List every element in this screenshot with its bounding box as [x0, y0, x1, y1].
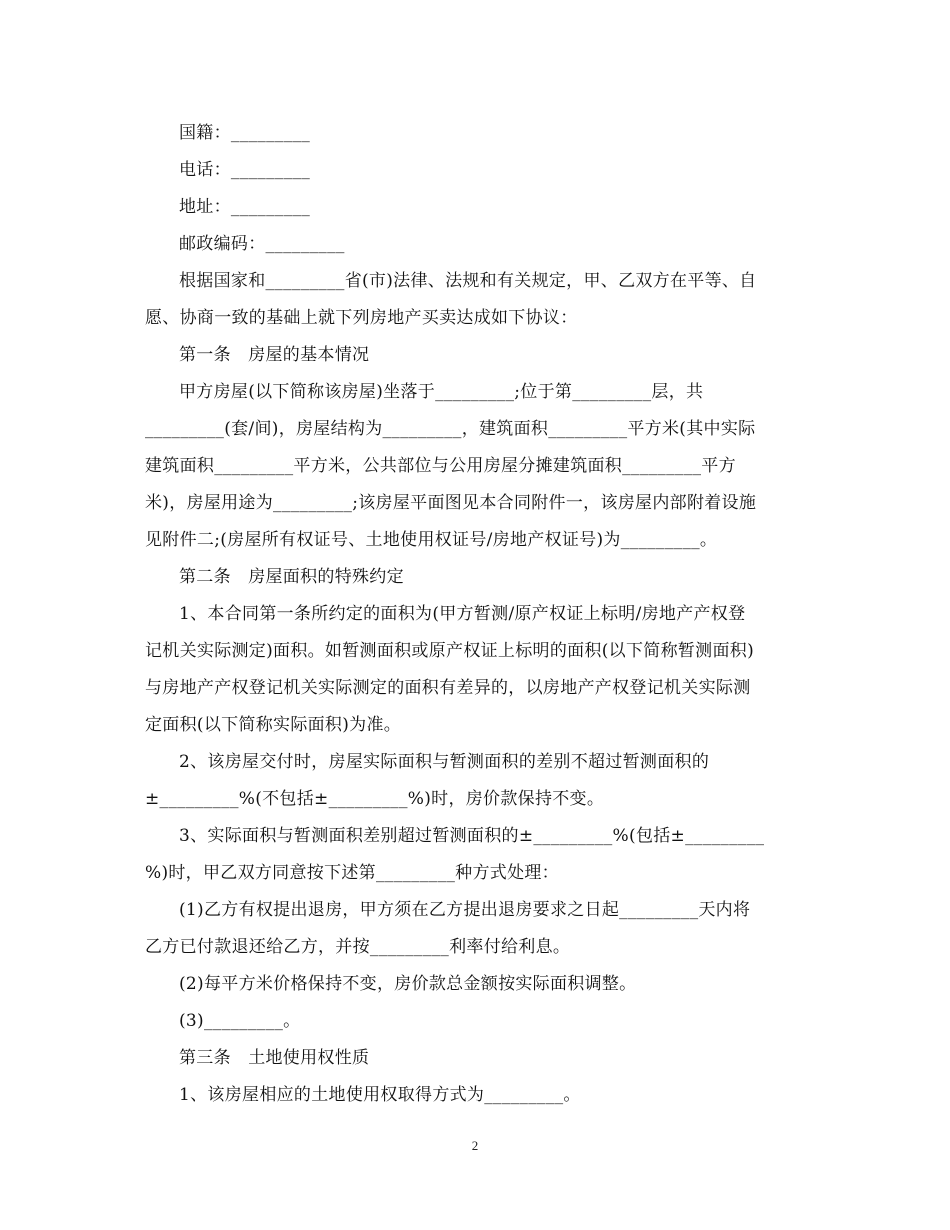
preamble-line-2 [145, 300, 807, 337]
article-2-clause-1-line-1 [145, 596, 807, 633]
article-2-clause-2-line-2 [145, 781, 807, 818]
line-text: (3)_________。 [179, 1011, 301, 1031]
nationality-line [145, 115, 807, 152]
option-2-line [145, 966, 807, 1003]
line-text: 国籍：_________ [179, 123, 311, 143]
line-text: 见附件二;(房屋所有权证号、土地使用权证号/房地产权证号)为_________。 [145, 530, 718, 550]
article-2-clause-1-line-4 [145, 707, 807, 744]
line-text: 邮政编码：_________ [179, 234, 345, 254]
line-text: %)时，甲乙双方同意按下述第_________种方式处理： [145, 863, 559, 883]
line-text: 根据国家和_________省(市)法律、法规和有关规定，甲、乙双方在平等、自 [179, 271, 757, 291]
line-text: 与房地产产权登记机关实际测定的面积有差异的，以房地产产权登记机关实际测 [145, 678, 751, 698]
article-2-clause-2-line-1 [145, 744, 807, 781]
article-3-heading [145, 1040, 807, 1077]
article-2-clause-1-line-3 [145, 670, 807, 707]
option-1-line-2 [145, 929, 807, 966]
line-text: 建筑面积_________平方米，公共部位与公用房屋分摊建筑面积_________平方 [145, 456, 736, 476]
line-text: (1)乙方有权提出退房，甲方须在乙方提出退房要求之日起_________天内将 [179, 900, 751, 920]
line-text: 第二条 房屋面积的特殊约定 [179, 567, 404, 587]
line-text: 1、该房屋相应的土地使用权取得方式为_________。 [179, 1085, 581, 1105]
preamble-line-1 [145, 263, 807, 300]
line-text: 乙方已付款退还给乙方，并按_________利率付给利息。 [145, 937, 571, 957]
article-2-clause-1-line-2 [145, 633, 807, 670]
line-text: 记机关实际测定)面积。如暂测面积或原产权证上标明的面积(以下简称暂测面积) [145, 641, 754, 661]
line-text: (2)每平方米价格保持不变，房价款总金额按实际面积调整。 [179, 974, 637, 994]
article-1-line-5 [145, 522, 807, 559]
line-text: ±_________%(不包括±_________%)时，房价款保持不变。 [145, 789, 605, 809]
line-text: 定面积(以下简称实际面积)为准。 [145, 715, 402, 735]
line-text: 电话：_________ [179, 160, 311, 180]
article-2-heading [145, 559, 807, 596]
postal-code-line [145, 226, 807, 263]
line-text: _________(套/间)，房屋结构为_________，建筑面积_________平方米(其中实际 [145, 419, 756, 439]
option-1-line-1 [145, 892, 807, 929]
option-3-line [145, 1003, 807, 1040]
line-text: 甲方房屋(以下简称该房屋)坐落于_________;位于第_________层，共 [179, 382, 704, 402]
line-text: 米)，房屋用途为_________;该房屋平面图见本合同附件一，该房屋内部附着设施 [145, 493, 757, 513]
line-text: 地址：_________ [179, 197, 311, 217]
phone-line [145, 152, 807, 189]
article-1-line-2 [145, 411, 807, 448]
article-1-line-4 [145, 485, 807, 522]
article-2-clause-3-line-2 [145, 855, 807, 892]
address-line [145, 189, 807, 226]
line-text: 第三条 土地使用权性质 [179, 1048, 370, 1068]
line-text: 2、该房屋交付时，房屋实际面积与暂测面积的差别不超过暂测面积的 [179, 752, 710, 772]
article-1-heading [145, 337, 807, 374]
line-text: 3、实际面积与暂测面积差别超过暂测面积的±_________%(包括±_________ [179, 826, 765, 846]
article-2-clause-3-line-1 [145, 818, 807, 855]
line-text: 1、本合同第一条所约定的面积为(甲方暂测/原产权证上标明/房地产产权登 [179, 604, 746, 624]
article-3-clause-1-line [145, 1077, 807, 1114]
article-1-line-1 [145, 374, 807, 411]
article-1-line-3 [145, 448, 807, 485]
document-body [145, 115, 807, 1114]
page-number: 2 [471, 1138, 479, 1153]
line-text: 愿、协商一致的基础上就下列房地产买卖达成如下协议： [145, 308, 578, 328]
line-text: 第一条 房屋的基本情况 [179, 345, 370, 365]
